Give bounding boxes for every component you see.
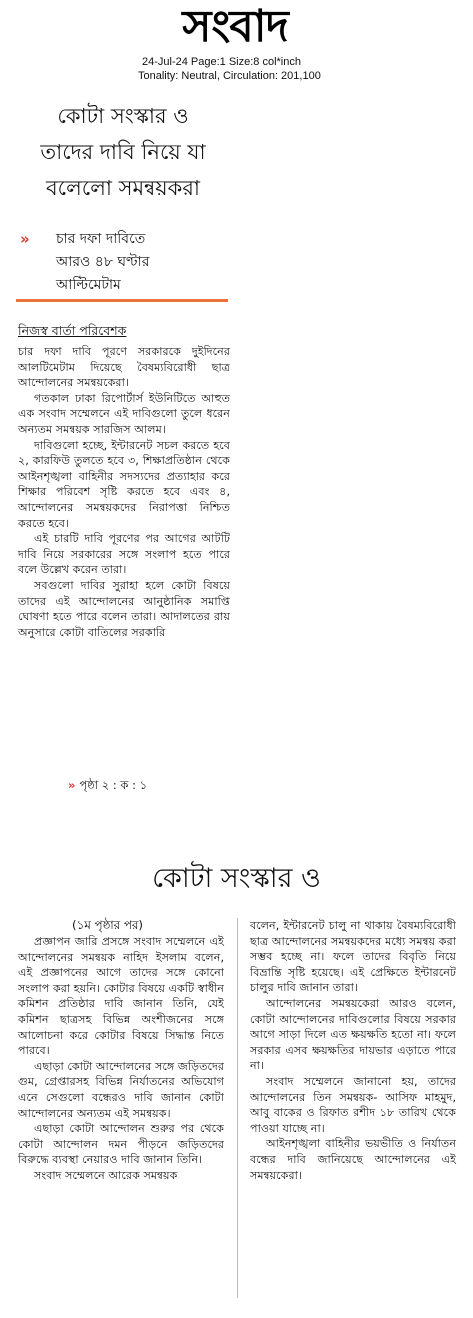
deck-line: আল্টিমেটাম xyxy=(56,277,121,293)
continuation-column-left xyxy=(18,934,224,1184)
body-paragraph: এছাড়া কোটা আন্দোলন শুরুর পর থেকে কোটা আন্দোলন দমন পীড়নে জড়িতদের বিরুদ্ধে ব্যবস্থা নেয়ারও দাবি জানান তিনি। xyxy=(18,1122,224,1167)
deck-text xyxy=(56,228,149,297)
body-paragraph: সবগুলো দাবির সুরাহা হলে কোটা বিষয়ে তাদের এই আন্দোলনের আনুষ্ঠানিক সমাপ্তি ঘোষণা হতে পারে বলেন তারা। আদালতের রায় অনুসারে কোটা বাতিলের সরকারি xyxy=(18,578,230,639)
body-paragraph: আন্দোলনের সমন্বয়কেরা আরও বলেন, কোটা আন্দোলনের দাবিগুলোর বিষয়ে সরকার আগে সাড়া দিলে এত ক্ষয়ক্ষতি হতো না। ফলে সরকার এসব ক্ষয়ক্ষতির দায়ভার এড়াতে পারে না। xyxy=(250,996,456,1073)
continuation-label: (১ম পৃষ্ঠার পর) xyxy=(72,918,144,932)
body-paragraph: বলেন, ইন্টারনেট চালু না থাকায় বৈষম্যবিরোধী ছাত্র আন্দোলনের সমন্বয়কদের মধ্যে সমন্বয় করা সম্ভব হচ্ছে না। ফলে তাদের বিবৃতি নিয়ে বিভ্রান্তি সৃষ্টি হয়েছে। এই প্রেক্ষিতে ইন্টারনেট চালুর দাবি জানান তারা। xyxy=(250,919,456,995)
deck-line: আরও ৪৮ ঘণ্টার xyxy=(56,254,150,270)
deck-line: চার দফা দাবিতে xyxy=(56,231,146,247)
headline-line: তাদের দাবি নিয়ে যা xyxy=(40,140,206,164)
clipping-meta-tonality: Tonality: Neutral, Circulation: 201,100 xyxy=(138,70,321,82)
double-chevron-icon: » xyxy=(20,230,30,248)
continuation-column-right xyxy=(250,918,456,1183)
body-paragraph: সংবাদ সম্মেলনে আরেক সমন্বয়ক xyxy=(34,1168,178,1182)
body-paragraph: প্রজ্ঞাপন জারি প্রসঙ্গে সংবাদ সম্মেলনে এই আন্দোলনের সমন্বয়ক নাহিদ ইসলাম বলেন, এই প্রজ্ঞাপনের আগে তাদের সঙ্গে কোনো সংলাপ করা হয়নি। কোটার বিষয়ে একটি স্বাধীন কমিশন প্রতিষ্ঠার দাবি জানান তিনি, যেই কমিশন ছাত্রসহ বিভিন্ন অংশীজনের সঙ্গে আলোচনা করে কোটার বিষয়ে সিদ্ধান্ত নিতে পারবে। xyxy=(18,935,224,1058)
page-jump-reference xyxy=(68,778,147,792)
chevron-icon: » xyxy=(68,778,76,792)
section-divider xyxy=(16,299,228,302)
body-paragraph: দাবিগুলো হচ্ছে, ইন্টারনেট সচল করতে হবে ২, কারফিউ তুলতে হবে ৩, শিক্ষাপ্রতিষ্ঠান থেকে আইনশৃঙ্খলা বাহিনীর সদস্যদের প্রত্যাহার করে শিক্ষার পরিবেশ সৃষ্টি করতে হবে এবং ৪, আন্দোলনের সমন্বয়কদের নিরাপত্তা নিশ্চিত করতে হবে। xyxy=(18,438,230,530)
clipping-meta-date: 24-Jul-24 Page:1 Size:8 col*inch xyxy=(142,56,301,68)
article-body-column xyxy=(18,344,230,640)
newspaper-logo: সংবাদ xyxy=(182,1,288,52)
body-paragraph: গতকাল ঢাকা রিপোর্টার্স ইউনিটিতে আহুত এক সংবাদ সম্মেলনে এই দাবিগুলো তুলে ধরেন অন্যতম সমন্বয়ক সারজিস আলম। xyxy=(18,391,230,436)
continuation-headline: কোটা সংস্কার ও xyxy=(152,863,321,894)
body-paragraph: এছাড়া কোটা আন্দোলনের সঙ্গে জড়িতদের গুম, গ্রেপ্তারসহ বিভিন্ন নির্যাতনের অভিযোগ এনে সেগুলো বন্ধেরও দাবি জানান কোটা আন্দোলনের অন্যতম এই সমন্বয়ক। xyxy=(18,1059,224,1120)
body-paragraph: সংবাদ সম্মেলনে জানানো হয়, তাদের আন্দোলনের তিন সমন্বয়ক- আসিফ মাহমুদ, আবু বাকের ও রিফাত রশীদ ১৮ তারিখ থেকে পাওয়া যাচ্ছে না। xyxy=(250,1074,456,1135)
body-paragraph: আইনশৃঙ্খলা বাহিনীর ভয়ভীতি ও নির্যাতন বন্ধের দাবি জানিয়েছে আন্দোলনের এই সমন্বয়কেরা। xyxy=(250,1137,456,1182)
article-headline xyxy=(14,98,232,206)
headline-line: কোটা সংস্কার ও xyxy=(57,104,189,128)
jump-text: পৃষ্ঠা ২ : ক : ১ xyxy=(79,778,148,792)
column-divider xyxy=(237,918,238,1298)
body-paragraph: চার দফা দাবি পূরণে সরকারকে দুইদিনের আলটিমেটাম দিয়েছে বৈষম্যবিরোধী ছাত্র আন্দোলনের সমন্বয়কেরা। xyxy=(18,345,230,390)
body-paragraph: এই চারটি দাবি পূরণের পর আগের আটটি দাবি নিয়ে সরকারের সঙ্গে সংলাপ হতে পারে বলে উল্লেখ করেন তারা। xyxy=(18,532,230,577)
headline-line: বলেলো সমন্বয়করা xyxy=(45,176,200,200)
byline: নিজস্ব বার্তা পরিবেশক xyxy=(18,323,127,338)
masthead xyxy=(0,0,473,86)
